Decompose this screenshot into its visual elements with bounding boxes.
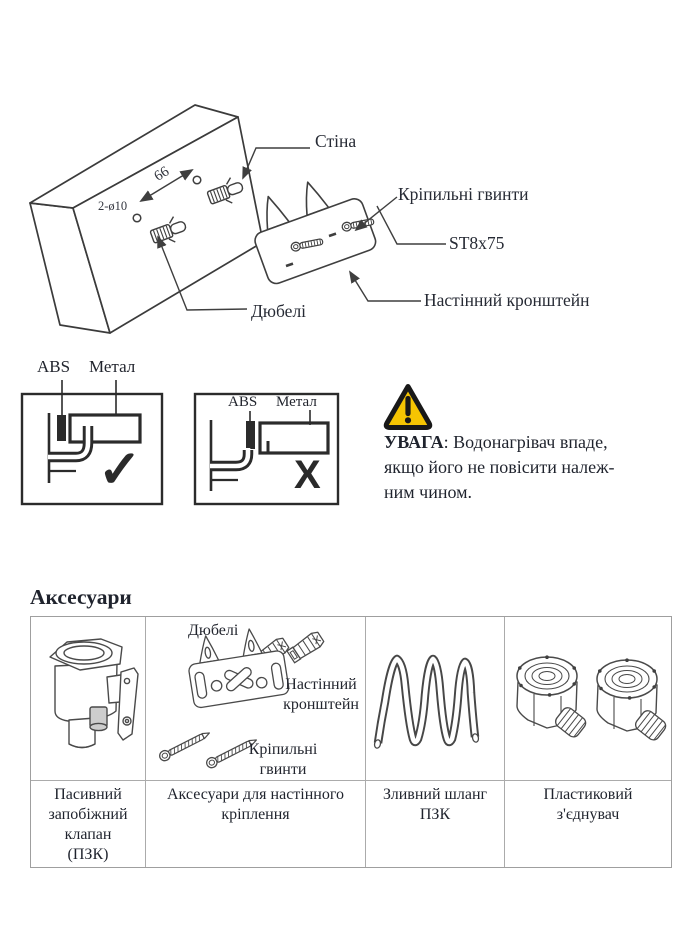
caption-plastic-connector: Пластиковий з'єднувач bbox=[504, 780, 671, 867]
metal-label: Метал bbox=[276, 394, 317, 410]
dimension-value: 66 bbox=[151, 163, 173, 185]
safety-valve-drawing bbox=[31, 617, 145, 780]
connector-drawing bbox=[597, 658, 668, 742]
drill-hole bbox=[193, 176, 201, 184]
abs-label: ABS bbox=[37, 357, 71, 376]
dowel-drawing bbox=[286, 630, 325, 663]
accessory-cell-mounting bbox=[145, 617, 365, 780]
leader-wall bbox=[243, 148, 310, 178]
label-wall: Стіна bbox=[315, 131, 357, 151]
leader-bracket bbox=[350, 272, 421, 301]
screws-item-label: Кріпильні гвинти bbox=[248, 741, 318, 778]
checkmark-icon: ✓ bbox=[98, 440, 142, 500]
warning-title: УВАГА bbox=[384, 432, 444, 452]
warning-triangle-icon bbox=[383, 383, 433, 431]
plastic-connectors-drawing bbox=[505, 617, 671, 780]
accessory-cell-hose bbox=[365, 617, 504, 780]
metal-label: Метал bbox=[89, 357, 136, 376]
cross-icon: X bbox=[294, 453, 321, 497]
label-dowels: Дюбелі bbox=[251, 301, 307, 321]
accessories-table bbox=[30, 616, 672, 868]
leader-screw-size bbox=[377, 206, 446, 244]
warning-text bbox=[384, 430, 698, 505]
label-fixing-screws: Кріпильні гвинти bbox=[398, 184, 529, 204]
caption-drain-hose: Зливний шланг ПЗК bbox=[365, 780, 504, 867]
caption-safety-valve: Пасивний запобіжний клапан (ПЗК) bbox=[31, 780, 145, 867]
bracket-item-label: Настінний кронштейн bbox=[283, 676, 359, 713]
warning-line2: якщо його не повісити належ- bbox=[384, 457, 615, 477]
drain-hose-drawing bbox=[366, 617, 504, 780]
label-wall-bracket: Настінний кронштейн bbox=[424, 290, 590, 310]
caption-mounting-accessories: Аксесуари для настінного кріплення bbox=[145, 780, 365, 867]
warning-line3: ним чином. bbox=[384, 482, 473, 502]
connector-drawing bbox=[517, 655, 588, 739]
screw-drawing bbox=[158, 728, 212, 762]
drill-hole bbox=[133, 214, 141, 222]
wall-mounting-diagram bbox=[0, 85, 700, 347]
accessories-heading: Аксесуари bbox=[30, 585, 132, 609]
accessory-cell-connector bbox=[504, 617, 671, 780]
abs-label: ABS bbox=[228, 394, 258, 410]
accessory-cell-valve bbox=[31, 617, 145, 780]
wall-block-drawing bbox=[30, 105, 263, 333]
label-screw-size: ST8x75 bbox=[449, 233, 505, 253]
holes-note: 2-ø10 bbox=[98, 199, 128, 213]
dowels-item-label: Дюбелі bbox=[188, 622, 239, 639]
warning-line1: : Водонагрівач впаде, bbox=[443, 432, 608, 452]
